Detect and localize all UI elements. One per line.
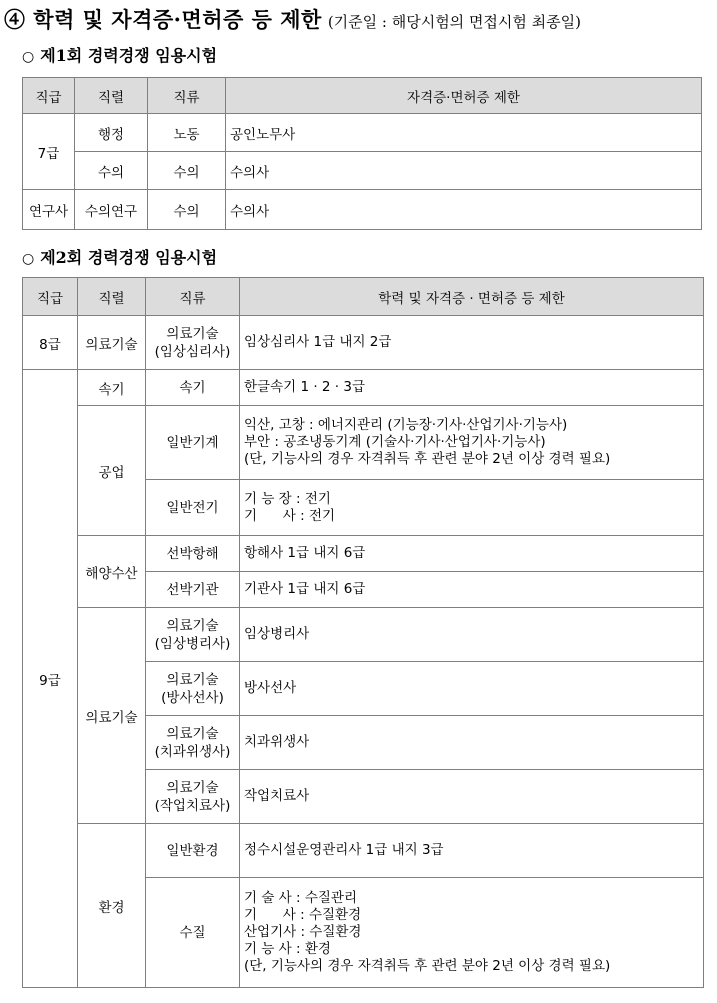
header-requirement: 학력 및 자격증 · 면허증 등 제한: [240, 278, 704, 316]
class-cell: 의료기술 (작업치료사): [146, 770, 240, 824]
table-row: [23, 824, 704, 878]
table-header-row: [23, 78, 702, 114]
requirement-cell: 작업치료사: [240, 770, 704, 824]
section1-title-text: 제1회 경력경쟁 임용시험: [40, 46, 218, 65]
section2-title-text: 제2회 경력경쟁 임용시험: [40, 248, 218, 267]
section2-table: [22, 277, 704, 988]
grade-cell: 8급: [23, 316, 78, 370]
series-cell: 환경: [78, 824, 146, 988]
requirement-cell: 방사선사: [240, 662, 704, 716]
class-cell: 일반기계: [146, 406, 240, 480]
requirement-cell: 임상병리사: [240, 608, 704, 662]
requirement-cell: 공인노무사: [226, 114, 702, 152]
class-cell: 노동: [148, 114, 226, 152]
header-class: 직류: [148, 78, 226, 114]
class-cell: 의료기술 (방사선사): [146, 662, 240, 716]
series-cell: 수의: [75, 152, 148, 190]
series-cell: 해양수산: [78, 536, 146, 608]
series-cell: 공업: [78, 406, 146, 536]
table-row: [23, 536, 704, 572]
grade-cell: 연구사: [23, 190, 75, 230]
requirement-cell: 항해사 1급 내지 6급: [240, 536, 704, 572]
requirement-cell: 정수시설운영관리사 1급 내지 3급: [240, 824, 704, 878]
class-cell: 의료기술 (치과위생사): [146, 716, 240, 770]
requirement-cell: 기관사 1급 내지 6급: [240, 572, 704, 608]
requirement-cell: 치과위생사: [240, 716, 704, 770]
header-series: 직렬: [75, 78, 148, 114]
table-header-row: [23, 278, 704, 316]
series-cell: 의료기술: [78, 608, 146, 824]
class-cell: 선박기관: [146, 572, 240, 608]
table-row: [23, 608, 704, 662]
table-row: [23, 370, 704, 406]
series-cell: 수의연구: [75, 190, 148, 230]
header-class: 직류: [146, 278, 240, 316]
heading-title: ④ 학력 및 자격증·면허증 등 제한: [4, 7, 322, 32]
series-cell: 속기: [78, 370, 146, 406]
circle-bullet-icon: ○: [22, 49, 35, 65]
section2-title: [22, 245, 217, 268]
requirement-cell: 익산, 고창 : 에너지관리 (기능장·기사·산업기사·기능사) 부안 : 공조냉동기계 (기술사·기사·산업기사·기능사) (단, 기능사의 경우 자격취득 후 관련 분야 2년 이상 경력 필요): [240, 406, 704, 480]
header-series: 직렬: [78, 278, 146, 316]
series-cell: 행정: [75, 114, 148, 152]
grade-cell: 7급: [23, 114, 75, 190]
grade-cell: 9급: [23, 370, 78, 988]
class-cell: 수의: [148, 190, 226, 230]
section1-table: [22, 77, 702, 230]
circle-bullet-icon: ○: [22, 251, 35, 267]
requirement-cell: 수의사: [226, 190, 702, 230]
header-grade: 직급: [23, 278, 78, 316]
header-grade: 직급: [23, 78, 75, 114]
table-row: [23, 316, 704, 370]
table-row: [23, 190, 702, 230]
class-cell: 선박항해: [146, 536, 240, 572]
class-cell: 일반환경: [146, 824, 240, 878]
requirement-cell: 기 술 사 : 수질관리 기 사 : 수질환경 산업기사 : 수질환경 기 능 사 : 환경 (단, 기능사의 경우 자격취득 후 관련 분야 2년 이상 경력 필요): [240, 878, 704, 988]
requirement-cell: 기 능 장 : 전기 기 사 : 전기: [240, 480, 704, 536]
requirement-cell: 수의사: [226, 152, 702, 190]
page-heading: [4, 4, 581, 34]
section1-title: [22, 43, 217, 66]
class-cell: 속기: [146, 370, 240, 406]
requirement-cell: 임상심리사 1급 내지 2급: [240, 316, 704, 370]
class-cell: 수질: [146, 878, 240, 988]
header-requirement: 자격증·면허증 제한: [226, 78, 702, 114]
class-cell: 수의: [148, 152, 226, 190]
table-row: [23, 406, 704, 480]
table-row: [23, 152, 702, 190]
series-cell: 의료기술: [78, 316, 146, 370]
heading-subtitle: (기준일 : 해당시험의 면접시험 최종일): [327, 13, 581, 31]
class-cell: 일반전기: [146, 480, 240, 536]
class-cell: 의료기술 (임상병리사): [146, 608, 240, 662]
requirement-cell: 한글속기 1 · 2 · 3급: [240, 370, 704, 406]
class-cell: 의료기술 (임상심리사): [146, 316, 240, 370]
table-row: [23, 114, 702, 152]
